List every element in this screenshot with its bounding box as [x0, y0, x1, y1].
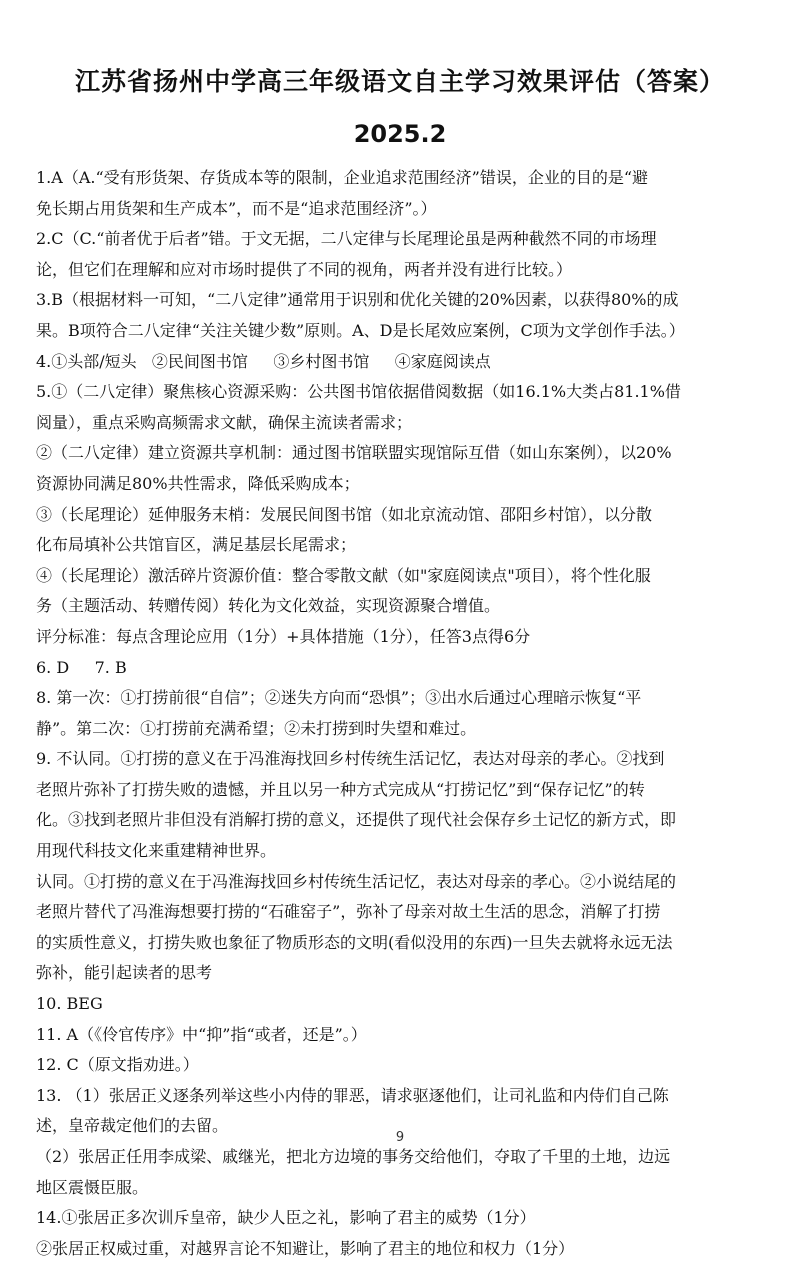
text-line: 10. BEG [36, 994, 103, 1014]
page-title: 江苏省扬州中学高三年级语文自主学习效果评估（答案） [74, 67, 725, 96]
text-line: 认同。①打捞的意义在于冯淮海找回乡村传统生活记忆，表达对母亲的孝心。②小说结尾的 [36, 871, 677, 891]
text-line: 14.①张居正多次训斥皇帝，缺少人臣之礼，影响了君主的威势（1分） [36, 1208, 536, 1228]
text-line: 1.A（A.“受有形货架、存货成本等的限制，企业追求范围经济”错误，企业的目的是“避 [36, 168, 649, 187]
text-line: 老照片弥补了打捞失败的遗憾，并且以另一种方式完成从“打捞记忆”到“保存记忆”的转 [36, 779, 645, 799]
text-line: 化。③找到老照片非但没有消解打捞的意义，还提供了现代社会保存乡土记忆的新方式，即 [36, 810, 677, 830]
text-line: 3.B（根据材料一可知，“二八定律”通常用于识别和优化关键的20%因素，以获得80%的成 [36, 290, 679, 310]
answer-body [36, 163, 764, 1264]
text-line: 务（主题活动、转赠传阅）转化为文化效益，实现资源聚合增值。 [36, 596, 501, 616]
text-line: 2.C（C.“前者优于后者”错。于文无据，二八定律与长尾理论虽是两种截然不同的市场理 [36, 229, 657, 249]
text-line: 12. C（原文指劝进。） [36, 1055, 199, 1075]
text-line: 老照片替代了冯淮海想要打捞的“石碓窑子”，弥补了母亲对故土生活的思念，消解了打捞 [36, 902, 661, 922]
text-line: ②（二八定律）建立资源共享机制：通过图书馆联盟实现馆际互借（如山东案例），以20% [36, 443, 672, 463]
text-line: 4.①头部/短头 ②民间图书馆 ③乡村图书馆 ④家庭阅读点 [36, 351, 491, 371]
text-line: 弥补，能引起读者的思考 [36, 963, 213, 983]
text-line: 免长期占用货架和生产成本”，而不是“追求范围经济”。） [36, 198, 437, 218]
text-line: 用现代科技文化来重建精神世界。 [36, 841, 277, 861]
text-line: ③（长尾理论）延伸服务末梢：发展民间图书馆（如北京流动馆、邵阳乡村馆），以分散 [36, 504, 653, 524]
text-line: 评分标准：每点含理论应用（1分）+具体措施（1分），任答3点得6分 [36, 626, 531, 646]
text-line: ②张居正权威过重，对越界言论不知避让，影响了君主的地位和权力（1分） [36, 1238, 575, 1258]
text-line: 阅量），重点采购高频需求文献，确保主流读者需求； [36, 412, 413, 432]
text-line: 果。B项符合二八定律“关注关键少数”原则。A、D是长尾效应案例，C项为文学创作手法。） [36, 320, 685, 340]
text-line: 化布局填补公共馆盲区，满足基层长尾需求； [36, 535, 357, 555]
text-line: （2）张居正任用李成梁、戚继光，把北方边境的事务交给他们，夺取了千里的土地，边远 [36, 1147, 671, 1166]
text-line: 13. （1）张居正义逐条列举这些小内侍的罪恶，请求驱逐他们，让司礼监和内侍们自己陈 [36, 1085, 669, 1105]
text-line: 8. 第一次：①打捞前很“自信”；②迷失方向而“恐惧”；③出水后通过心理暗示恢复“平 [36, 688, 642, 708]
text-line: ④（长尾理论）激活碎片资源价值：整合零散文献（如"家庭阅读点"项目），将个性化服 [36, 565, 651, 585]
text-line: 述，皇帝裁定他们的去留。 [36, 1116, 229, 1136]
text-line: 11. A（《伶官传序》中“抑”指“或者，还是”。） [36, 1024, 367, 1044]
text-line: 9. 不认同。①打捞的意义在于冯淮海找回乡村传统生活记忆，表达对母亲的孝心。②找到 [36, 749, 665, 769]
text-line: 静”。第二次：①打捞前充满希望；②未打捞到时失望和难过。 [36, 718, 477, 738]
text-line: 资源协同满足80%共性需求，降低采购成本； [36, 473, 360, 493]
text-line: 5.①（二八定律）聚焦核心资源采购：公共图书馆依据借阅数据（如16.1%大类占81.1%借 [36, 382, 681, 402]
text-line: 论，但它们在理解和应对市场时提供了不同的视角，两者并没有进行比较。） [36, 259, 573, 279]
page-number: 9 [395, 1130, 405, 1145]
text-line: 6. D 7. B [36, 657, 127, 677]
text-line: 的实质性意义，打捞失败也象征了物质形态的文明(看似没用的东西)一旦失去就将永远无法 [36, 932, 673, 952]
page-date: 2025.2 [353, 120, 447, 148]
text-line: 地区震慑臣服。 [36, 1177, 149, 1197]
